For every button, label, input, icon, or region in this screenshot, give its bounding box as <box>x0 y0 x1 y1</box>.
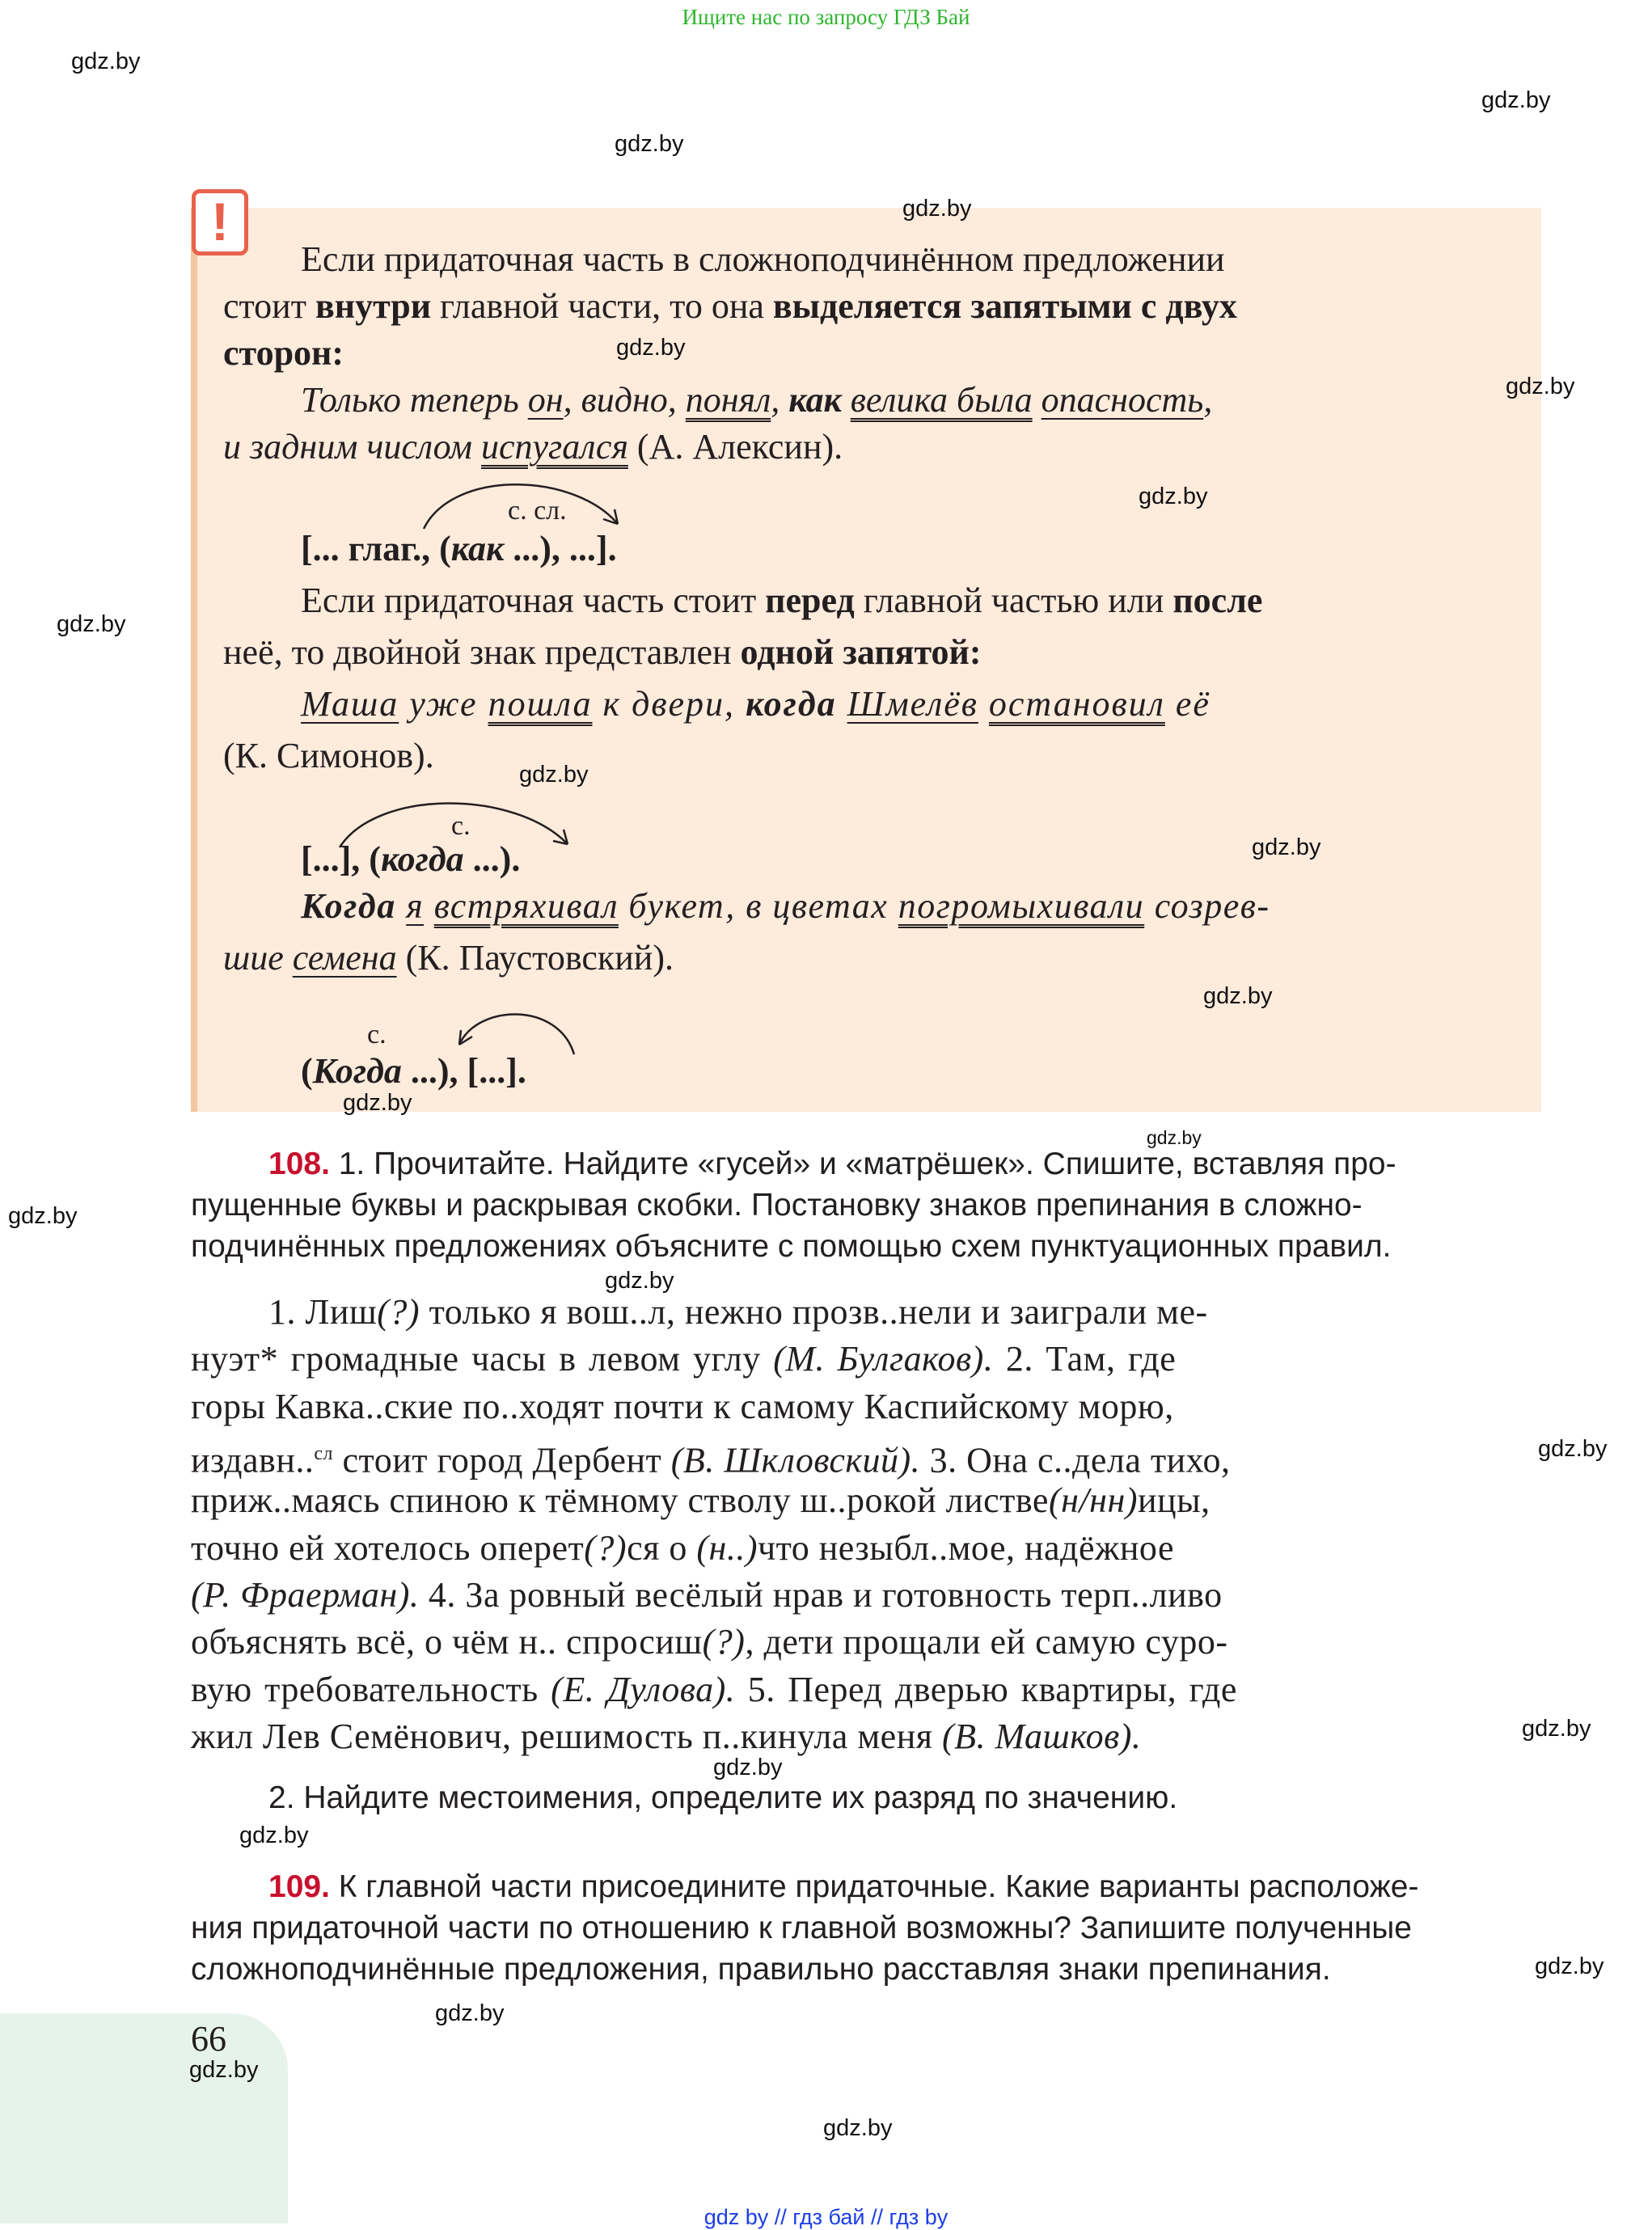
punctuation-scheme: (Когда ...), [...]. <box>301 1051 526 1091</box>
watermark: gdz.by <box>1535 1953 1604 1979</box>
exercise-text-line: точно ей хотелось оперет(?)ся о (н..)что незыбл..мое, надёжное <box>191 1528 1174 1568</box>
watermark: gdz.by <box>823 2115 893 2141</box>
watermark: gdz.by <box>1139 484 1208 509</box>
scheme-label: с. <box>451 811 471 841</box>
punctuation-scheme: [... глаг., (как ...), ...]. <box>301 529 617 568</box>
exercise-text-line: горы Кавка..ские по..ходят почти к самому Каспийскому морю, <box>191 1387 1174 1426</box>
watermark: gdz.by <box>616 335 686 361</box>
scheme-label: с. сл. <box>508 496 567 526</box>
watermark: gdz.by <box>71 49 141 74</box>
example-line: (К. Симонов). <box>223 736 434 775</box>
watermark: gdz.by <box>519 762 589 788</box>
watermark: gdz.by <box>1506 374 1575 399</box>
example-line: шие семена (К. Паустовский). <box>223 938 674 978</box>
exercise-text-line: объяснять всё, о чём н.. спросиш(?), дети прощали ей самую суро- <box>191 1622 1228 1662</box>
exercise-text-line: (Р. Фраерман). 4. За ровный весёлый нрав и готовность терп..ливо <box>191 1575 1223 1615</box>
exercise-108-task: подчинённых предложениях объясните с помощью схем пунктуационных правил. <box>191 1229 1392 1264</box>
scheme-label: с. <box>367 1020 387 1050</box>
rule-line: сторон: <box>223 333 344 373</box>
exclamation-icon: ! <box>192 189 248 256</box>
watermark: gdz.by <box>189 2057 259 2083</box>
exercise-109-task: ния придаточной части по отношению к главной возможны? Запишите полученные <box>191 1911 1412 1945</box>
watermark: gdz.by <box>1252 834 1321 860</box>
top-banner[interactable]: Ищите нас по запросу ГДЗ Бай <box>682 5 970 29</box>
rule-line: неё, то двойной знак представлен одной запятой: <box>223 632 982 672</box>
watermark: gdz.by <box>239 1822 309 1848</box>
watermark: gdz.by <box>615 131 684 157</box>
watermark: gdz.by <box>8 1203 78 1229</box>
page-corner-tab <box>0 2013 288 2224</box>
example-line: Когда я встряхивал букет, в цветах погромыхивали созрев- <box>301 886 1270 926</box>
exercise-108-task: пущенные буквы и раскрывая скобки. Постановку знаков препинания в сложно- <box>191 1188 1363 1223</box>
exercise-text-line: приж..маясь спиною к тёмному стволу ш..рокой листве(н/нн)ицы, <box>191 1480 1210 1520</box>
exercise-number: 109. <box>268 1869 330 1904</box>
exercise-109-task: сложноподчинённые предложения, правильно расставляя знаки препинания. <box>191 1952 1331 1987</box>
rule-line: Если придаточная часть в сложноподчинённом предложении <box>301 239 1225 279</box>
watermark: gdz.by <box>713 1755 783 1780</box>
rule-line: Если придаточная часть стоит перед главной частью или после <box>301 581 1263 620</box>
exercise-text-line: издавн..$^{сл}$ стоит город Дербент (В. Шкловский). 3. Она с..дела тихо, <box>191 1440 1231 1480</box>
exercise-text-line: жил Лев Семёнович, решимость п..кинула меня (В. Машков). <box>191 1717 1142 1756</box>
rule-line: стоит внутри главной части, то она выделяется запятыми с двух <box>223 286 1237 326</box>
watermark: gdz.by <box>1522 1716 1591 1742</box>
watermark: gdz.by <box>1203 983 1273 1009</box>
footer-links[interactable]: gdz by // гдз бай // гдз by <box>703 2205 949 2229</box>
example-line: и задним числом испугался (А. Алексин). <box>223 427 843 467</box>
rule-box-edge <box>191 208 197 1112</box>
punctuation-scheme: [...], (когда ...). <box>301 839 521 879</box>
watermark: gdz.by <box>435 2000 505 2026</box>
exercise-text-line: вую требовательность (Е. Дулова). 5. Перед дверью квартиры, где <box>191 1670 1237 1709</box>
page-number: 66 <box>191 2019 226 2059</box>
watermark: gdz.by <box>902 196 972 222</box>
watermark: gdz.by <box>343 1090 412 1116</box>
watermark: gdz.by <box>1147 1127 1202 1148</box>
example-line: Только теперь он, видно, понял, как велика была опасность, <box>301 380 1213 420</box>
exercise-108-task: 108. 1. Прочитайте. Найдите «гусей» и «матрёшек». Спишите, вставляя про- <box>268 1147 1396 1181</box>
exercise-text-line: 1. Лиш(?) только я вош..л, нежно прозв..нели и заиграли ме- <box>268 1292 1208 1332</box>
example-line: Маша уже пошла к двери, когда Шмелёв остановил её <box>301 684 1210 724</box>
exercise-109-task: 109. К главной части присоедините придаточные. Какие варианты расположе- <box>268 1869 1419 1904</box>
exercise-text-line: нуэт* громадные часы в левом углу (М. Булгаков). 2. Там, где <box>191 1339 1177 1379</box>
watermark: gdz.by <box>605 1268 674 1294</box>
exercise-number: 108. <box>268 1147 330 1181</box>
exercise-108-task2: 2. Найдите местоимения, определите их разряд по значению. <box>268 1780 1178 1815</box>
watermark: gdz.by <box>1481 87 1551 113</box>
watermark: gdz.by <box>1538 1436 1608 1462</box>
watermark: gdz.by <box>57 611 126 637</box>
